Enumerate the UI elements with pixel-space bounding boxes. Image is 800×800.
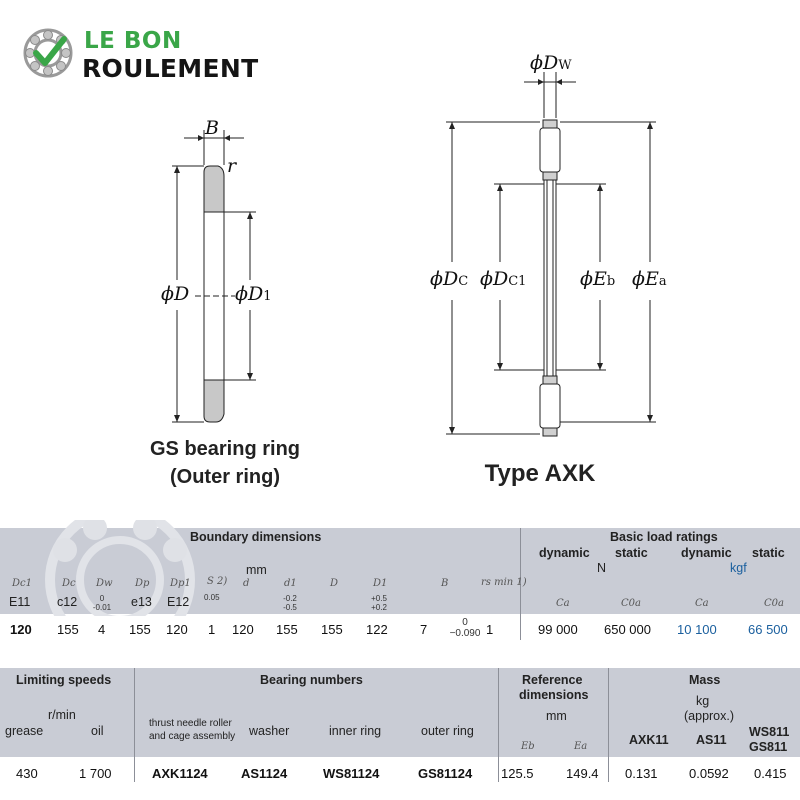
label-phi-dw: ϕDW	[530, 52, 572, 74]
limiting-speeds-title: Limiting speeds	[16, 673, 112, 687]
reference-title-2: dimensions	[519, 688, 589, 702]
gs-caption-line2: (Outer ring)	[170, 466, 280, 488]
unit-rmin: r/min	[48, 708, 76, 722]
label-phi-d: ϕD	[161, 283, 190, 305]
tol-s: 0.05	[204, 593, 220, 602]
sym-d1: d1	[284, 578, 297, 589]
val-d1-outer: 122	[366, 622, 388, 637]
val-as1124: AS1124	[241, 766, 288, 781]
col-mass-ws811-gs811: WS811 GS811	[749, 725, 790, 754]
label-phi-dc: ϕDC	[430, 268, 469, 290]
val-mass-ws811: 0.415	[754, 766, 787, 781]
sym-s: S 2)	[207, 576, 228, 587]
table2-divider-2	[498, 668, 499, 782]
val-b-tol: 0 −0.090	[449, 617, 481, 639]
val-c0a-kgf: 66 500	[748, 622, 788, 637]
boundary-dimensions-title: Boundary dimensions	[190, 530, 322, 544]
sym-dc: Dc	[62, 578, 76, 589]
sym-ca-kgf: Ca	[695, 598, 709, 609]
label-phi-ea: ϕEa	[632, 268, 667, 290]
val-oil: 1 700	[79, 766, 112, 781]
sym-d1-outer: D1	[373, 578, 388, 589]
sym-eb: Eb	[521, 741, 535, 752]
tol-dp1: E12	[167, 595, 190, 609]
sym-dp1: Dp1	[170, 578, 191, 589]
sym-dc1: Dc1	[12, 578, 32, 589]
table2-header-band	[0, 668, 800, 757]
tol-dc: c12	[57, 595, 78, 609]
label-b: B	[205, 117, 219, 139]
sym-d-outer: D	[330, 578, 339, 589]
unit-mm: mm	[246, 563, 267, 577]
sym-ca-n: Ca	[556, 598, 570, 609]
label-phi-d1: ϕD1	[235, 283, 272, 305]
mass-unit-approx: (approx.)	[684, 709, 735, 723]
val-mass-axk11: 0.131	[625, 766, 658, 781]
sym-d: d	[243, 578, 250, 589]
label-phi-dc1: ϕDC1	[480, 268, 527, 290]
table2-divider-3	[608, 668, 609, 782]
val-grease: 430	[16, 766, 38, 781]
basic-load-ratings-title: Basic load ratings	[610, 530, 718, 544]
col-inner-ring: inner ring	[329, 724, 382, 738]
col-mass-axk11: AXK11	[629, 733, 669, 747]
val-mass-as11: 0.0592	[689, 766, 729, 781]
unit-n: N	[597, 561, 607, 575]
tol-d1-outer: +0.5 +0.2	[371, 594, 387, 612]
sym-b: B	[441, 578, 449, 589]
label-phi-eb: ϕEb	[580, 268, 616, 290]
logo-text-line2: ROULEMENT	[82, 54, 259, 83]
val-dw: 4	[98, 622, 106, 637]
sym-ea: Ea	[574, 741, 588, 752]
col-grease: grease	[5, 724, 44, 738]
col-static-kgf: static	[752, 546, 785, 560]
val-gs81124: GS81124	[418, 766, 473, 781]
val-ea: 149.4	[566, 766, 599, 781]
val-d-outer: 155	[321, 622, 343, 637]
val-ca-kgf: 10 100	[677, 622, 717, 637]
val-axk1124: AXK1124	[152, 766, 208, 781]
unit-kgf: kgf	[730, 561, 747, 575]
val-dp1: 120	[166, 622, 188, 637]
val-dp: 155	[129, 622, 151, 637]
val-dc: 155	[57, 622, 79, 637]
val-s: 1	[208, 622, 216, 637]
col-outer-ring: outer ring	[421, 724, 474, 738]
val-ca-n: 99 000	[538, 622, 578, 637]
sym-c0a-kgf: C0a	[764, 598, 784, 609]
val-rs-min: 1	[486, 622, 494, 637]
col-dynamic-n: dynamic	[539, 546, 590, 560]
tol-dc1: E11	[9, 595, 31, 609]
val-ws81124: WS81124	[323, 766, 380, 781]
tol-dp: e13	[131, 595, 152, 609]
col-mass-as11: AS11	[696, 733, 727, 747]
mass-title: Mass	[689, 673, 721, 687]
val-eb: 125.5	[501, 766, 534, 781]
col-dynamic-kgf: dynamic	[681, 546, 732, 560]
logo-text-line1: LE BON	[84, 28, 182, 54]
col-oil: oil	[91, 724, 104, 738]
table2-divider-1	[134, 668, 135, 782]
col-static-n: static	[615, 546, 648, 560]
mass-unit-kg: kg	[696, 694, 710, 708]
sym-dw: Dw	[96, 578, 113, 589]
val-b: 7	[420, 622, 428, 637]
ref-unit-mm: mm	[546, 709, 567, 723]
val-d: 120	[232, 622, 254, 637]
val-dc1: 120	[10, 622, 32, 637]
tol-dw: 0 -0.01	[92, 594, 112, 612]
col-assembly: thrust needle roller and cage assembly	[149, 718, 236, 742]
tol-d1: -0.2 -0.5	[283, 594, 297, 612]
axk-caption: Type AXK	[484, 460, 596, 487]
bearing-numbers-title: Bearing numbers	[260, 673, 363, 687]
val-d1: 155	[276, 622, 298, 637]
gs-caption-line1: GS bearing ring	[149, 438, 301, 460]
sym-rs-min: rs min 1)	[481, 577, 527, 588]
label-r: r	[227, 155, 237, 177]
sym-c0a-n: C0a	[621, 598, 641, 609]
col-washer: washer	[249, 724, 290, 738]
sym-dp: Dp	[135, 578, 150, 589]
val-c0a-n: 650 000	[604, 622, 651, 637]
reference-title-1: Reference	[522, 673, 583, 687]
